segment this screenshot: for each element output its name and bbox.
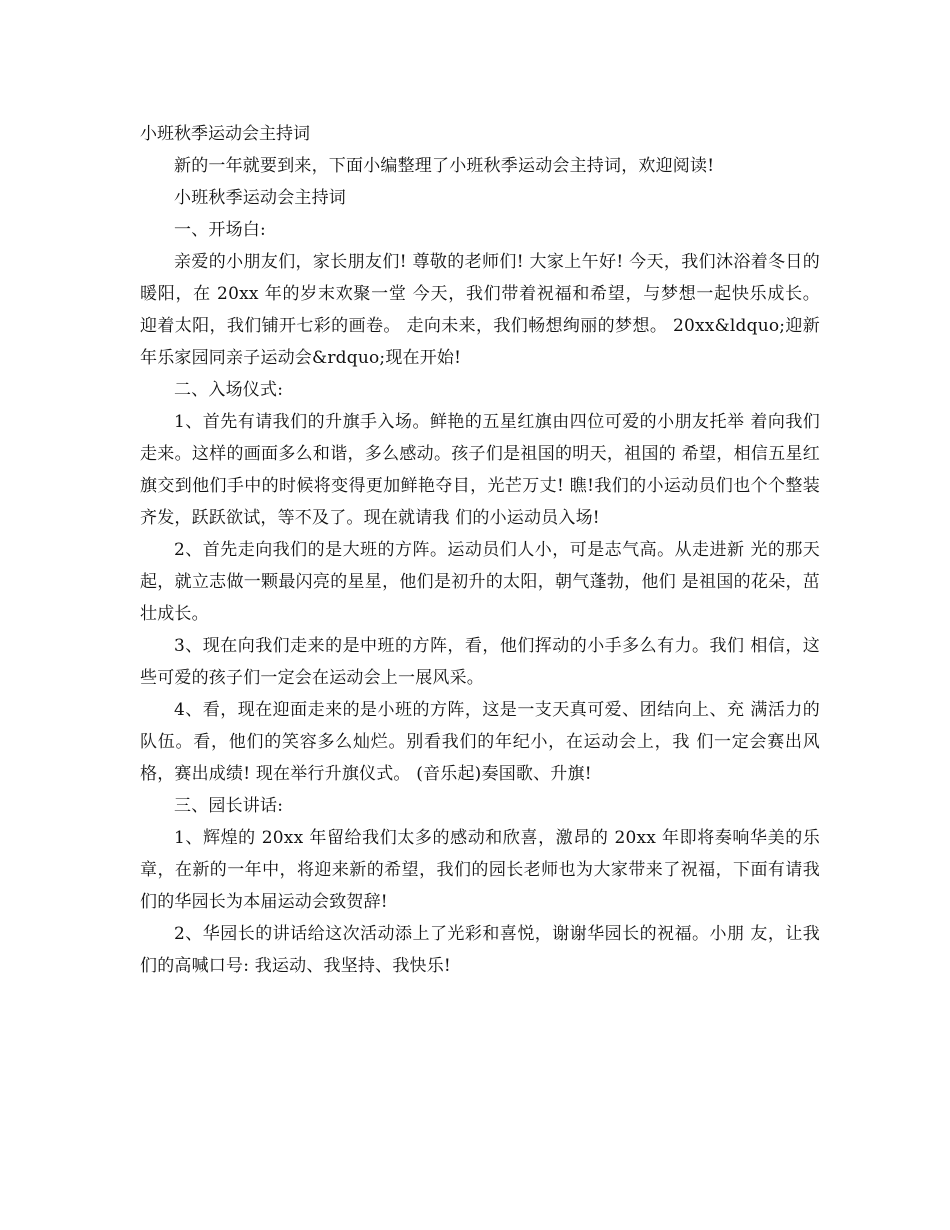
- document-title: 小班秋季运动会主持词: [140, 124, 310, 144]
- opening-paragraph: 亲爱的小朋友们，家长朋友们! 尊敬的老师们! 大家上午好! 今天，我们沐浴着冬日的暖阳，在 20xx 年的岁末欢聚一堂 今天，我们带着祝福和希望，与梦想一起快乐成长。 迎着太阳，我们铺开七彩的画卷。 走向未来，我们畅想绚丽的梦想。 20xx&ldquo;迎新年乐家园同亲子运动会&rdquo;现在开始!: [140, 252, 826, 368]
- speech-paragraph-2: 2、华园长的讲话给这次活动添上了光彩和喜悦，谢谢华园长的祝福。小朋 友，让我们的高喊口号: 我运动、我坚持、我快乐!: [140, 924, 820, 976]
- speech-paragraph-1: 1、辉煌的 20xx 年留给我们太多的感动和欣喜，激昂的 20xx 年即将奏响华美的乐章，在新的一年中，将迎来新的希望，我们的园长老师也为大家带来了祝福，下面有请我们的华园长为本届运动会致贺辞!: [140, 828, 820, 912]
- section-heading-opening: 一、开场白:: [174, 220, 266, 240]
- section-heading-speech: 三、园长讲话:: [174, 796, 284, 816]
- entrance-paragraph-3: 3、现在向我们走来的是中班的方阵，看，他们挥动的小手多么有力。我们 相信，这些可爱的孩子们一定会在运动会上一展风采。: [140, 636, 820, 688]
- intro-paragraph: 新的一年就要到来，下面小编整理了小班秋季运动会主持词，欢迎阅读!: [174, 156, 715, 176]
- document-body: [140, 118, 826, 982]
- entrance-paragraph-4: 4、看，现在迎面走来的是小班的方阵，这是一支天真可爱、团结向上、充 满活力的队伍。看，他们的笑容多么灿烂。别看我们的年纪小，在运动会上，我 们一定会赛出风格，赛出成绩! 现在举行升旗仪式。 (音乐起)奏国歌、升旗!: [140, 700, 820, 784]
- entrance-paragraph-2: 2、首先走向我们的是大班的方阵。运动员们人小，可是志气高。从走进新 光的那天起，就立志做一颗最闪亮的星星，他们是初升的太阳，朝气蓬勃，他们 是祖国的花朵，茁壮成长。: [140, 540, 820, 624]
- subtitle-paragraph: 小班秋季运动会主持词: [174, 188, 346, 208]
- entrance-paragraph-1: 1、首先有请我们的升旗手入场。鲜艳的五星红旗由四位可爱的小朋友托举 着向我们走来。这样的画面多么和谐，多么感动。孩子们是祖国的明天，祖国的 希望，相信五星红旗交到他们手中的时候将变得更加鲜艳夺目，光芒万丈! 瞧!我们的小运动员们也个个整装齐发，跃跃欲试，等不及了。现在就请我 们的小运动员入场!: [140, 412, 820, 528]
- section-heading-entrance: 二、入场仪式:: [174, 380, 284, 400]
